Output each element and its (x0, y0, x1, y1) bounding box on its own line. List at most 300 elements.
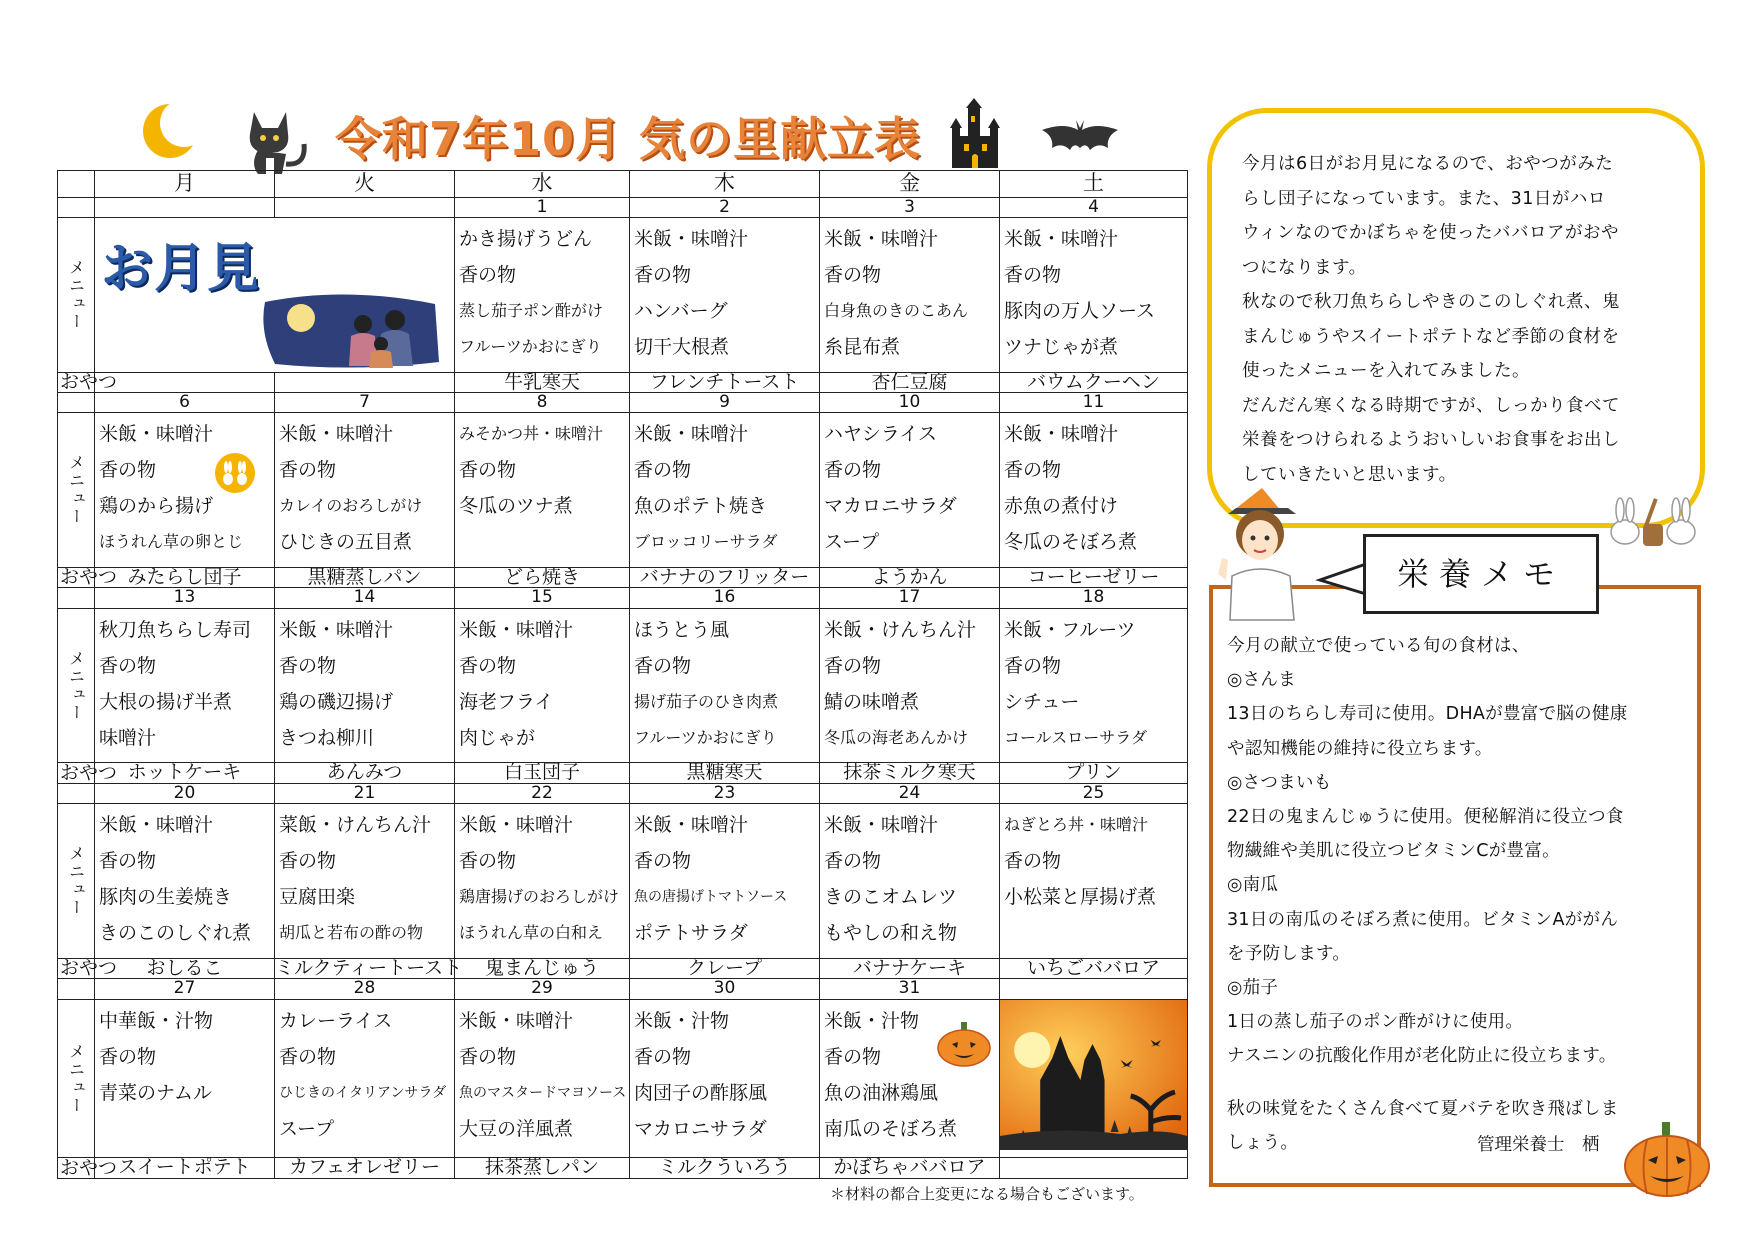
menu-item: 香の物 (1004, 654, 1062, 677)
weekday-label: 水 (455, 171, 630, 198)
snack-row-label: おやつ (58, 958, 95, 978)
snack-row-label: おやつ (58, 1158, 95, 1179)
date-cell: 10 (820, 393, 1000, 413)
snack-cell (275, 372, 455, 392)
date-label-cell (58, 588, 95, 608)
menu-item: 香の物 (634, 850, 692, 873)
menu-items (275, 413, 454, 563)
snack-cell: みたらし団子 (95, 567, 275, 587)
menu-cell (820, 999, 1000, 1158)
menu-row (58, 608, 1188, 763)
date-label-cell (58, 197, 95, 217)
date-cell: 28 (275, 979, 455, 999)
menu-item: かき揚げうどん (459, 228, 593, 251)
date-cell: 14 (275, 588, 455, 608)
menu-cell (275, 999, 455, 1158)
menu-item: フルーツかおにぎり (459, 337, 602, 357)
menu-cell (95, 218, 455, 373)
date-cell: 30 (630, 979, 820, 999)
date-cell: 8 (455, 393, 630, 413)
menu-cell (820, 804, 1000, 959)
menu-item: 香の物 (824, 264, 882, 287)
snack-cell: 牛乳寒天 (455, 372, 630, 392)
memo-line: 1日の蒸し茄子のポン酢がけに使用。 (1227, 1012, 1524, 1033)
message-line: ウィンなのでかぼちゃを使ったババロアがおや (1242, 223, 1619, 243)
menu-item: 香の物 (99, 654, 157, 677)
menu-calendar (57, 170, 1188, 1179)
message-line: 秋なので秋刀魚ちらしやきのこのしぐれ煮、鬼 (1242, 292, 1620, 312)
message-text (1242, 147, 1674, 492)
menu-item: ツナじゃが煮 (1004, 336, 1119, 359)
message-line: 栄養をつけられるようおいしいお食事をお出し (1242, 430, 1620, 450)
menu-item: 香の物 (279, 850, 337, 873)
menu-item: 魚の唐揚げトマトソース (634, 889, 788, 906)
menu-item: 鶏唐揚げのおろしがけ (459, 887, 620, 907)
menu-item: カレーライス (279, 1009, 393, 1032)
menu-item: 菜飯・けんちん汁 (279, 814, 432, 837)
halloween-scene-icon (1000, 1000, 1187, 1150)
menu-cell (630, 413, 820, 568)
date-label-cell (58, 979, 95, 999)
rabbit-moon-icon (213, 451, 257, 495)
menu-cell (95, 804, 275, 959)
date-cell: 6 (95, 393, 275, 413)
menu-cell (1000, 413, 1188, 568)
snack-cell: ホットケーキ (95, 763, 275, 783)
date-cell: 29 (455, 979, 630, 999)
menu-items (455, 609, 629, 759)
menu-item: 香の物 (824, 1045, 882, 1068)
menu-item (1004, 915, 1184, 951)
menu-item: 魚の油淋鶏風 (824, 1081, 939, 1104)
menu-row-label: メニュー (58, 608, 95, 763)
menu-item: スープ (279, 1117, 335, 1140)
menu-item: 香の物 (634, 654, 692, 677)
menu-item: 冬瓜のそぼろ煮 (1004, 531, 1138, 554)
memo-line: 22日の鬼まんじゅうに使用。便秘解消に役立つ食 (1227, 807, 1624, 828)
memo-line: ◎茄子 (1227, 978, 1279, 999)
snack-row (58, 567, 1188, 587)
message-line: していきたいと思います。 (1242, 464, 1457, 485)
menu-item: ハンバーグ (634, 300, 728, 323)
menu-item: 香の物 (459, 264, 517, 287)
menu-item: 南瓜のそぼろ煮 (824, 1117, 958, 1140)
menu-item: 魚のマスタードマヨソース (459, 1084, 627, 1101)
snack-cell: あんみつ (275, 763, 455, 783)
weekday-label: 火 (275, 171, 455, 198)
snack-cell: いちごババロア (1000, 958, 1188, 978)
date-cell (1000, 979, 1188, 999)
menu-item: ほうれん草の卵とじ (99, 532, 244, 552)
menu-cell (630, 218, 820, 373)
memo-line: ◎さんま (1227, 670, 1296, 691)
menu-items (275, 1000, 454, 1150)
menu-item: 香の物 (634, 1045, 692, 1068)
menu-item: 米飯・味噌汁 (279, 618, 394, 641)
menu-items (1000, 413, 1187, 563)
menu-items (630, 804, 819, 954)
corner-cell (58, 171, 95, 198)
menu-cell (455, 413, 630, 568)
menu-item: 中華飯・汁物 (99, 1009, 214, 1032)
menu-item: 糸昆布煮 (824, 336, 901, 359)
menu-items (275, 804, 454, 954)
menu-item: 米飯・味噌汁 (634, 814, 749, 837)
menu-item: 米飯・味噌汁 (459, 814, 574, 837)
memo-line: 今月の献立で使っている旬の食材は、 (1227, 636, 1530, 656)
snack-cell: おしるこ (95, 958, 275, 978)
black-cat-icon (244, 104, 314, 176)
menu-item: もやしの和え物 (824, 922, 958, 945)
menu-item: 秋刀魚ちらし寿司 (99, 618, 252, 641)
menu-item: 米飯・味噌汁 (634, 423, 749, 446)
menu-item: 味噌汁 (99, 726, 157, 749)
menu-cell (630, 804, 820, 959)
memo-line: や認知機能の維持に役立ちます。 (1227, 738, 1493, 759)
weekday-label: 月 (95, 171, 275, 198)
menu-item: 切干大根煮 (634, 336, 730, 359)
speech-bubble-tail (1318, 562, 1368, 598)
menu-item: 米飯・味噌汁 (459, 618, 574, 641)
memo-text (1227, 629, 1687, 1160)
date-cell (275, 197, 455, 217)
menu-items (630, 609, 819, 759)
menu-item: 香の物 (824, 459, 882, 482)
menu-cell (95, 608, 275, 763)
date-cell: 16 (630, 588, 820, 608)
menu-cell (95, 413, 275, 568)
menu-items (95, 804, 274, 954)
date-cell: 20 (95, 783, 275, 803)
memo-line: ◎南瓜 (1227, 875, 1279, 896)
snack-cell: フレンチトースト (630, 372, 820, 392)
snack-cell: プリン (1000, 763, 1188, 783)
memo-line: 秋の味覚をたくさん食べて夏バテを吹き飛ばしま (1227, 1098, 1619, 1119)
menu-item: きのこオムレツ (824, 886, 958, 909)
menu-item: 香の物 (279, 654, 337, 677)
snack-cell: ミルクティートースト (275, 956, 463, 979)
menu-items (630, 218, 819, 368)
menu-item: みそかつ丼・味噌汁 (459, 424, 604, 444)
menu-item: 揚げ茄子のひき肉煮 (634, 691, 779, 711)
date-cell: 13 (95, 588, 275, 608)
menu-item: 香の物 (1004, 850, 1062, 873)
snack-row (58, 763, 1188, 783)
menu-item: 米飯・汁物 (634, 1009, 730, 1032)
menu-item: 香の物 (459, 850, 517, 873)
menu-cell (630, 999, 820, 1158)
menu-row-label: メニュー (58, 999, 95, 1158)
menu-cell (455, 218, 630, 373)
menu-item: ハヤシライス (824, 423, 938, 446)
snack-cell: 抹茶ミルク寒天 (820, 763, 1000, 783)
menu-cell (1000, 608, 1188, 763)
menu-item: 香の物 (99, 1045, 157, 1068)
menu-cell (820, 218, 1000, 373)
date-cell: 22 (455, 783, 630, 803)
date-cell: 7 (275, 393, 455, 413)
date-cell: 3 (820, 197, 1000, 217)
menu-item: 香の物 (824, 850, 882, 873)
menu-items (455, 218, 629, 368)
bat-icon (1040, 116, 1120, 160)
menu-item: 白身魚のきのこあん (824, 301, 969, 321)
menu-item: 香の物 (279, 459, 337, 482)
crescent-moon-icon (140, 100, 202, 162)
menu-item: カレイのおろしがけ (279, 496, 423, 516)
snack-cell: スイートポテト (95, 1158, 275, 1179)
date-cell: 11 (1000, 393, 1188, 413)
menu-row (58, 999, 1188, 1158)
menu-item: 鶏の磯辺揚げ (279, 690, 394, 713)
memo-line: ナスニンの抗酸化作用が老化防止に役立ちます。 (1227, 1046, 1617, 1067)
menu-item: 米飯・汁物 (824, 1009, 920, 1032)
memo-line: 31日の南瓜のそぼろ煮に使用。ビタミンAががん (1227, 909, 1619, 930)
menu-items (455, 804, 629, 954)
menu-cell (1000, 804, 1188, 959)
menu-item: 大豆の洋風煮 (459, 1117, 574, 1140)
message-line: だんだん寒くなる時期ですが、しっかり食べて (1242, 395, 1620, 416)
snack-cell: バナナケーキ (820, 958, 1000, 978)
rabbits-mochi-icon (1605, 486, 1701, 552)
menu-cell (820, 608, 1000, 763)
menu-row (58, 218, 1188, 373)
snack-cell (1000, 1158, 1188, 1179)
date-cell: 2 (630, 197, 820, 217)
menu-items (1000, 609, 1187, 759)
menu-item: 香の物 (634, 459, 692, 482)
menu-item: マカロニサラダ (824, 495, 957, 518)
menu-item: フルーツかおにぎり (634, 727, 777, 747)
monthly-message (1207, 108, 1705, 528)
memo-line: 13日のちらし寿司に使用。DHAが豊富で脳の健康 (1227, 704, 1628, 725)
memo-line: しょう。 (1227, 1132, 1299, 1153)
menu-item: 香の物 (279, 1045, 337, 1068)
menu-items (820, 609, 999, 759)
menu-item: 米飯・味噌汁 (634, 228, 749, 251)
memo-line: を予防します。 (1227, 943, 1351, 964)
weekday-label: 金 (820, 171, 1000, 198)
menu-items (455, 1000, 629, 1150)
menu-item: 米飯・味噌汁 (1004, 228, 1119, 251)
snack-row (58, 1158, 1188, 1179)
menu-cell (275, 608, 455, 763)
snack-cell: どら焼き (455, 567, 630, 587)
date-row (58, 979, 1188, 999)
message-line: まんじゅうやスイートポテトなど季節の食材を (1242, 326, 1620, 347)
snack-cell: ミルクういろう (630, 1158, 820, 1179)
menu-item: 冬瓜のツナ煮 (459, 495, 573, 518)
menu-row-label: メニュー (58, 804, 95, 959)
menu-item: ブロッコリーサラダ (634, 532, 778, 552)
snack-row (58, 958, 1188, 978)
menu-items (820, 804, 999, 954)
menu-item: 米飯・味噌汁 (279, 423, 394, 446)
menu-items (1000, 218, 1187, 368)
menu-items (820, 413, 999, 563)
page-title: 令和7年10月 気の里献立表 (335, 112, 922, 166)
menu-cell (1000, 999, 1188, 1158)
menu-item: ねぎとろ丼・味噌汁 (1004, 815, 1149, 835)
menu-item: 香の物 (99, 850, 157, 873)
menu-item: シチュー (1004, 690, 1080, 713)
menu-cell (820, 413, 1000, 568)
date-cell: 15 (455, 588, 630, 608)
menu-item: 青菜のナムル (99, 1081, 213, 1104)
menu-item: スープ (824, 531, 880, 554)
menu-item: 香の物 (459, 1045, 517, 1068)
menu-cell (455, 999, 630, 1158)
weekday-label: 木 (630, 171, 820, 198)
snack-cell: 鬼まんじゅう (455, 958, 630, 978)
date-cell (95, 197, 275, 217)
pumpkin-icon (936, 1020, 992, 1068)
snack-cell: 抹茶蒸しパン (455, 1158, 630, 1179)
snack-cell: カフェオレゼリー (275, 1158, 455, 1179)
date-cell: 1 (455, 197, 630, 217)
menu-item: 米飯・味噌汁 (1004, 423, 1119, 446)
weekday-label: 土 (1000, 171, 1188, 198)
snack-cell: 黒糖寒天 (630, 763, 820, 783)
snack-row-label: おやつ (58, 763, 95, 783)
menu-item: ひじきのイタリアンサラダ (279, 1084, 447, 1101)
menu-item: 海老フライ (459, 690, 554, 713)
message-line: 今月は6日がお月見になるので、おやつがみた (1242, 154, 1614, 174)
otsukimi-family-icon (245, 292, 445, 372)
menu-items (95, 1000, 274, 1150)
message-line: 使ったメニューを入れてみました。 (1242, 361, 1530, 381)
date-row (58, 588, 1188, 608)
menu-item: 香の物 (99, 459, 157, 482)
menu-item: 小松菜と厚揚げ煮 (1004, 886, 1157, 909)
menu-cell (455, 804, 630, 959)
menu-item: 米飯・味噌汁 (824, 228, 939, 251)
menu-item: マカロニサラダ (634, 1117, 767, 1140)
menu-cell (455, 608, 630, 763)
menu-item: ほうとう風 (634, 618, 730, 641)
menu-item: 胡瓜と若布の酢の物 (279, 923, 424, 943)
snack-row (58, 372, 1188, 392)
menu-cell (1000, 218, 1188, 373)
menu-item: 米飯・味噌汁 (99, 423, 214, 446)
menu-row-label: メニュー (58, 413, 95, 568)
menu-item: 米飯・味噌汁 (99, 814, 214, 837)
date-row (58, 393, 1188, 413)
menu-item: 香の物 (634, 264, 692, 287)
menu-items (630, 413, 819, 563)
snack-cell: バウムクーヘン (1000, 372, 1188, 392)
menu-item: 豚肉の万人ソース (1004, 300, 1156, 323)
menu-item: 香の物 (824, 654, 882, 677)
menu-item: 冬瓜の海老あんかけ (824, 727, 969, 747)
date-cell: 21 (275, 783, 455, 803)
menu-item: 鶏のから揚げ (99, 495, 214, 518)
menu-row (58, 804, 1188, 959)
menu-cell (95, 999, 275, 1158)
date-cell: 4 (1000, 197, 1188, 217)
snack-cell (95, 372, 275, 392)
menu-item: きのこのしぐれ煮 (99, 922, 252, 945)
menu-item: ポテトサラダ (634, 922, 748, 945)
menu-item: 米飯・味噌汁 (824, 814, 939, 837)
menu-items (275, 609, 454, 759)
menu-item: 鯖の味噌煮 (824, 690, 920, 713)
date-cell: 9 (630, 393, 820, 413)
message-line: つになります。 (1242, 257, 1367, 278)
date-cell: 27 (95, 979, 275, 999)
menu-item: コールスローサラダ (1004, 727, 1148, 747)
menu-item: 豆腐田楽 (279, 886, 356, 909)
memo-line: ◎さつまいも (1227, 772, 1332, 793)
menu-items (820, 218, 999, 368)
menu-item: ほうれん草の白和え (459, 923, 604, 943)
menu-item: きつね柳川 (279, 726, 375, 749)
signature: 管理栄養士 栖 (1477, 1135, 1600, 1155)
date-cell: 23 (630, 783, 820, 803)
weekday-header-row (58, 171, 1188, 198)
snack-cell: バナナのフリッター (630, 567, 820, 587)
snack-row-label: おやつ (58, 372, 95, 392)
menu-item: 肉じゃが (459, 726, 536, 749)
date-cell: 18 (1000, 588, 1188, 608)
menu-items (95, 609, 274, 759)
memo-line (1227, 1074, 1687, 1092)
date-cell: 17 (820, 588, 1000, 608)
menu-item: 香の物 (459, 459, 517, 482)
menu-item (459, 524, 626, 560)
snack-row-label: おやつ (58, 567, 95, 587)
menu-item: 魚のポテト焼き (634, 495, 768, 518)
snack-cell: ようかん (820, 567, 1000, 587)
snack-cell: 杏仁豆腐 (820, 372, 1000, 392)
message-line: らし団子になっています。また、31日がハロ (1242, 188, 1606, 209)
date-cell: 25 (1000, 783, 1188, 803)
pumpkin-icon (1622, 1118, 1712, 1198)
date-cell: 31 (820, 979, 1000, 999)
haunted-castle-icon (944, 98, 1008, 174)
snack-cell: 黒糖蒸しパン (275, 567, 455, 587)
snack-cell: かぼちゃババロア (820, 1158, 1000, 1179)
menu-item: 肉団子の酢豚風 (634, 1081, 768, 1104)
snack-cell: コーヒーゼリー (1000, 567, 1188, 587)
date-cell: 24 (820, 783, 1000, 803)
menu-item (99, 1111, 271, 1147)
otsukimi-label: お月見 (101, 239, 261, 300)
footnote: ＊材料の都合上変更になる場合もございます。 (830, 1185, 1144, 1203)
date-row (58, 197, 1188, 217)
menu-item: 米飯・味噌汁 (459, 1009, 574, 1032)
menu-item: 蒸し茄子ポン酢がけ (459, 301, 604, 321)
menu-cell (275, 804, 455, 959)
menu-item: ひじきの五目煮 (279, 531, 413, 554)
memo-line: 物繊維や美肌に役立つビタミンCが豊富。 (1227, 841, 1560, 862)
menu-items (630, 1000, 819, 1150)
nutrition-memo (1209, 585, 1701, 1187)
date-row (58, 783, 1188, 803)
snack-cell: クレープ (630, 958, 820, 978)
menu-item: 米飯・フルーツ (1004, 618, 1136, 641)
date-label-cell (58, 393, 95, 413)
menu-items (455, 413, 629, 563)
menu-item: 豚肉の生姜焼き (99, 886, 233, 909)
menu-item: 大根の揚げ半煮 (99, 690, 233, 713)
menu-cell (630, 608, 820, 763)
nutritionist-icon (1212, 488, 1312, 620)
memo-title: 栄養メモ (1363, 534, 1599, 614)
menu-row-label: メニュー (58, 218, 95, 373)
menu-item: 米飯・けんちん汁 (824, 618, 977, 641)
menu-row (58, 413, 1188, 568)
